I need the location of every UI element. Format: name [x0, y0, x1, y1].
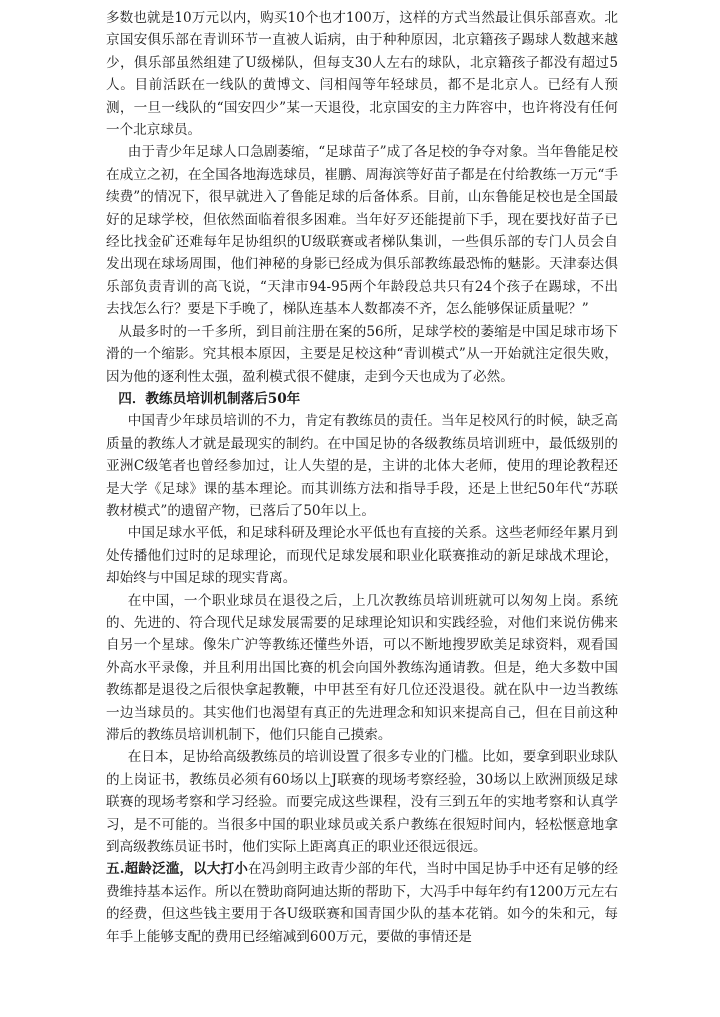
paragraph-football-schools-decline: 从最多时的一千多所，到目前注册在案的56所，足球学校的萎缩是中国足球市场下滑的一个缩影。究其根本原因，主要是足校这种“青训模式”从一开始就注定很失败，因为他的逐利性太强，盈利模式很不健康，走到今天也成为了必然。	[106, 323, 618, 385]
paragraph-talent-scouting: 由于青少年足球人口急剧萎缩，“足球苗子”成了各足校的争夺对象。当年鲁能足校在成立之初，在全国各地海选球员，崔鹏、周海滨等好苗子都是在付给教练一万元“手续费”的情况下，很早就进入了鲁能足球的后备体系。目前，山东鲁能足校也是全国最好的足球学校，但依然面临着很多困难。当年好歹还能提前下手，现在要找好苗子已经比找金矿还难每年足协组织的U级联赛或者梯队集训，一些俱乐部的专门人员会自发出现在球场周围，他们神秘的身影已经成为俱乐部教练最恐怖的魅影。天津泰达俱乐部负责青训的高飞说，“天津市94-95两个年龄段总共只有24个孩子在踢球，不出去找怎么行？要是下手晚了，梯队连基本人数都凑不齐，怎么能够保证质量呢？”	[106, 144, 618, 318]
paragraph-beijing-guoan: 多数也就是10万元以内，购买10个也才100万，这样的方式当然最让俱乐部喜欢。北京国安俱乐部在青训环节一直被人诟病，由于种种原因，北京籍孩子踢球人数越来越少，俱乐部虽然组建了U级梯队，但每支30人左右的球队，北京籍孩子都没有超过5人。目前活跃在一线队的黄博文、闫相闯等年轻球员，都不是北京人。已经有人预测，一旦一线队的“国安四少”某一天退役，北京国安的主力阵容中，也许将没有任何一个北京球员。	[106, 10, 618, 139]
paragraph-japan-coach-training: 在日本，足协给高级教练员的培训设置了很多专业的门槛。比如，要拿到职业球队的上岗证书，教练员必须有60场以上J联赛的现场考察经验，30场以上欧洲顶级足球联赛的现场考察和学习经验。而要完成这些课程，没有三到五年的实地考察和认真学习，是不可能的。当很多中国的职业球员或关系户教练在很短时间内，轻松惬意地拿到高级教练员证书时，他们实际上距离真正的职业还很远很远。	[106, 749, 618, 856]
paragraph-football-theory: 中国足球水平低，和足球科研及理论水平低也有直接的关系。这些老师经年累月到处传播他们过时的足球理论，而现代足球发展和职业化联赛推动的新足球战术理论，却始终与中国足球的现实背离。	[106, 525, 618, 587]
section-heading-coach-training: 四．教练员培训机制落后50年	[118, 390, 301, 407]
paragraph-coach-responsibility: 中国青少年球员培训的不力，肯定有教练员的责任。当年足校风行的时候，缺乏高质量的教练人才就是最现实的制约。在中国足协的各级教练员培训班中，最低级别的亚洲C级笔者也曾经参加过，让人失望的是，主讲的北体大老师，使用的理论教程还是大学《足球》课的基本理论。而其训练方法和指导手段，还是上世纪50年代“苏联教材模式”的遗留产物，已落后了50年以上。	[106, 413, 618, 519]
paragraph-overage-players	[106, 858, 618, 948]
paragraph-retired-players-coaching: 在中国，一个职业球员在退役之后，上几次教练员培训班就可以匆匆上岗。系统的、先进的、符合现代足球发展需要的足球理论知识和实践经验，对他们来说仿佛来自另一个星球。像朱广沪等教练还懂些外语，可以不断地搜罗欧美足球资料，观看国外高水平录像，并且利用出国比赛的机会向国外教练沟通请教。但是，绝大多数中国教练都是退役之后很快拿起教鞭，中甲甚至有好几位还没退役。就在队中一边当教练一边当球员的。其实他们也渴望有真正的先进理念和知识来提高自己，但在目前这种滞后的教练员培训机制下，他们只能自己摸索。	[106, 592, 618, 743]
paragraph-overage-body: 在冯剑明主政青少部的年代，当时中国足协手中还有足够的经费维持基本运作。所以在赞助商阿迪达斯的帮助下，大冯手中每年约有1200万元左右的经费，但这些钱主要用于各U级联赛和国青国少队的基本花销。如今的朱和元，每年手上能够支配的费用已经缩减到600万元，要做的事情还是	[106, 861, 619, 945]
document-page	[106, 7, 618, 948]
section-heading-overage: 五.超龄泛滥，以大打小	[106, 861, 248, 878]
